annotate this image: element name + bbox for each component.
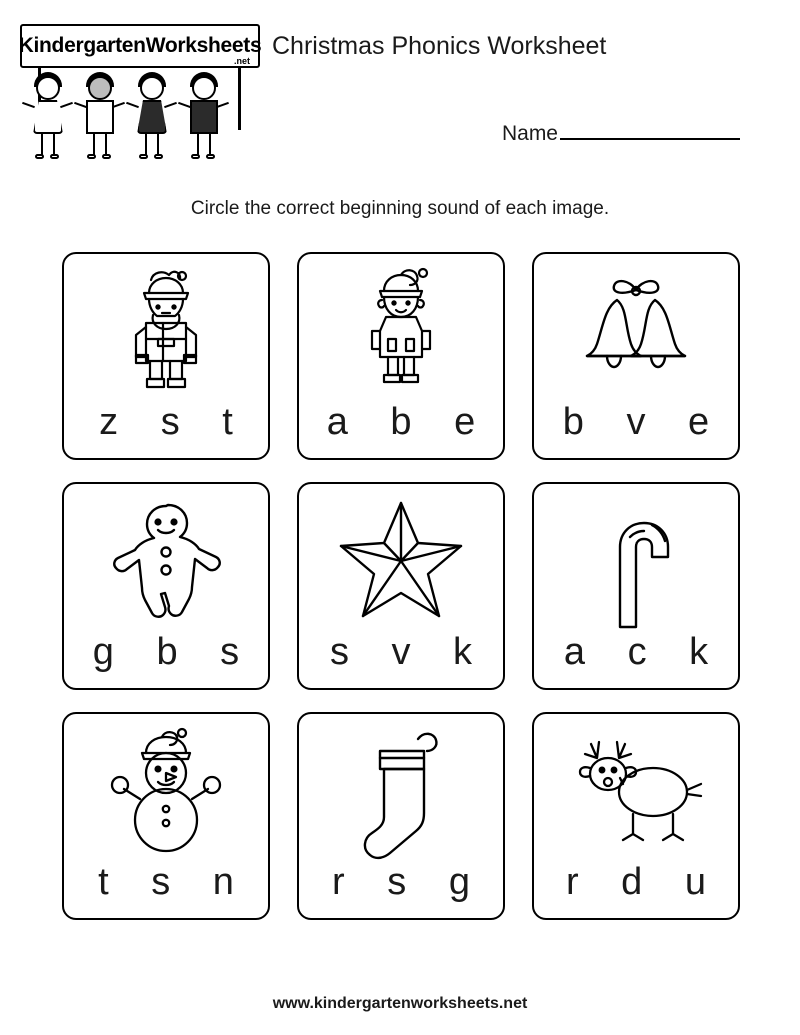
kid-leg-left-icon	[197, 134, 199, 156]
kid-foot-right-icon	[206, 154, 215, 159]
answer-choices[interactable]: r d u	[565, 861, 723, 903]
worksheet-grid	[62, 252, 740, 936]
name-label-text: Name	[501, 122, 558, 145]
kid-leg-left-icon	[145, 134, 147, 156]
site-logo	[12, 18, 262, 168]
christmas-bells-icon	[534, 262, 738, 402]
snowman-icon	[64, 722, 268, 862]
kid-arm-right-icon	[60, 102, 73, 108]
kid-leg-left-icon	[41, 134, 43, 156]
worksheet-item-7[interactable]	[62, 712, 270, 920]
instructions-text: Circle the correct beginning sound of each image.	[190, 198, 610, 219]
kid-head-icon	[88, 76, 112, 100]
kid-foot-left-icon	[191, 154, 200, 159]
logo-kid-2	[76, 70, 124, 170]
kid-foot-left-icon	[35, 154, 44, 159]
answer-choices[interactable]: a c k	[563, 631, 725, 673]
gingerbread-man-icon	[64, 492, 268, 632]
kid-head-icon	[36, 76, 60, 100]
kid-head-icon	[140, 76, 164, 100]
reindeer-icon	[534, 722, 738, 862]
kid-leg-right-icon	[157, 134, 159, 156]
kid-arm-right-icon	[164, 102, 177, 108]
footer-url: www.kindergartenworksheets.net	[272, 995, 528, 1012]
logo-kid-3	[128, 70, 176, 170]
worksheet-item-9[interactable]	[532, 712, 740, 920]
answer-choices[interactable]: t s n	[98, 861, 250, 903]
answer-choices[interactable]: r s g	[332, 861, 486, 903]
kid-body-icon	[86, 100, 114, 134]
kid-arm-left-icon	[126, 102, 139, 108]
kid-head-icon	[192, 76, 216, 100]
kid-body-icon	[33, 100, 63, 134]
answer-choices[interactable]: g b s	[92, 631, 256, 673]
answer-choices[interactable]: z s t	[99, 401, 249, 443]
kid-foot-right-icon	[50, 154, 59, 159]
kid-body-icon	[137, 100, 167, 134]
name-input-blank[interactable]	[560, 122, 740, 140]
kid-arm-left-icon	[74, 102, 87, 108]
kid-foot-right-icon	[154, 154, 163, 159]
answer-choices[interactable]: s v k	[329, 631, 489, 673]
worksheet-item-3[interactable]	[532, 252, 740, 460]
kid-foot-left-icon	[87, 154, 96, 159]
logo-kid-4	[180, 70, 228, 170]
worksheet-item-5[interactable]	[297, 482, 505, 690]
santa-claus-icon	[64, 262, 268, 402]
logo-kids-illustration	[20, 70, 260, 170]
worksheet-item-2[interactable]	[297, 252, 505, 460]
answer-choices[interactable]: a b e	[326, 401, 492, 443]
elf-icon	[299, 262, 503, 402]
logo-domain-suffix: .net	[233, 56, 250, 66]
worksheet-item-8[interactable]	[297, 712, 505, 920]
worksheet-item-4[interactable]	[62, 482, 270, 690]
logo-kid-1	[24, 70, 72, 170]
logo-sign-board	[20, 24, 260, 68]
kid-arm-left-icon	[178, 102, 191, 108]
kid-leg-left-icon	[93, 134, 95, 156]
kid-foot-right-icon	[102, 154, 111, 159]
kid-leg-right-icon	[209, 134, 211, 156]
kid-leg-right-icon	[53, 134, 55, 156]
candy-cane-icon	[534, 492, 738, 632]
kid-arm-left-icon	[22, 102, 35, 108]
worksheet-item-1[interactable]	[62, 252, 270, 460]
kid-body-icon	[190, 100, 218, 134]
star-icon	[299, 492, 503, 632]
name-field-label	[502, 122, 740, 146]
kid-leg-right-icon	[105, 134, 107, 156]
worksheet-item-6[interactable]	[532, 482, 740, 690]
logo-text: KindergartenWorksheets	[18, 34, 262, 57]
page-title: Christmas Phonics Worksheet	[272, 32, 607, 60]
kid-foot-left-icon	[139, 154, 148, 159]
worksheet-header	[0, 0, 800, 180]
christmas-stocking-icon	[299, 722, 503, 862]
answer-choices[interactable]: b v e	[562, 401, 726, 443]
